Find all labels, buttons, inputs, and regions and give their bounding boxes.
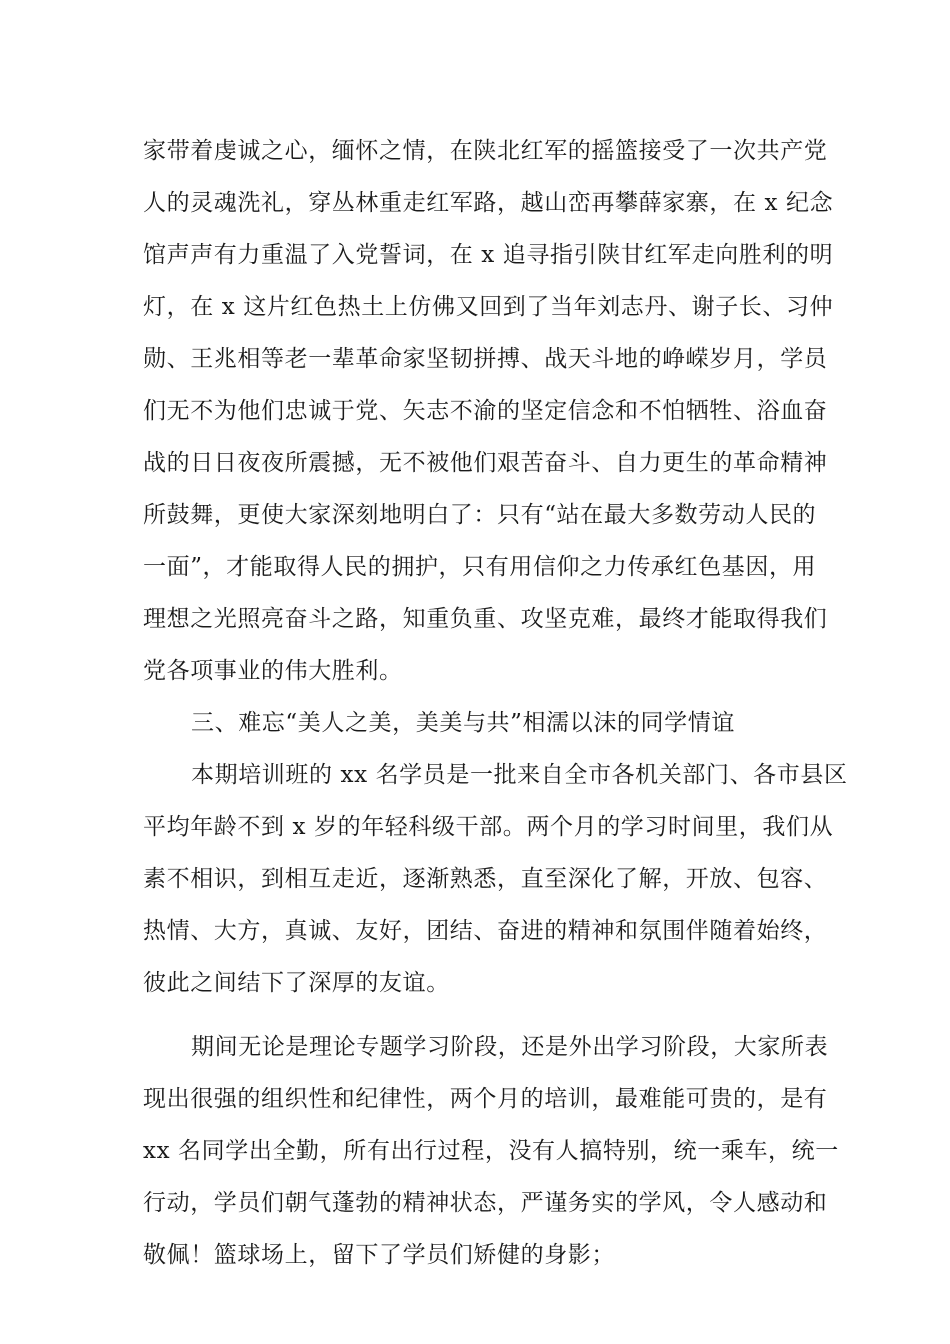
text-line: 党各项事业的伟大胜利。 — [143, 658, 403, 684]
text-line: 敬佩！篮球场上，留下了学员们矫健的身影； — [143, 1242, 615, 1268]
text-line: 现出很强的组织性和纪律性，两个月的培训，最难能可贵的，是有 — [143, 1086, 828, 1112]
text-line: xx 名同学出全勤，所有出行过程，没有人搞特别，统一乘车，统一 — [143, 1138, 839, 1164]
text-line: 热情、大方，真诚、友好，团结、奋进的精神和氛围伴随着始终， — [143, 918, 828, 944]
text-line: 一面”，才能取得人民的拥护，只有用信仰之力传承红色基因，用 — [143, 554, 817, 580]
text-line: 战的日日夜夜所震撼，无不被他们艰苦奋斗、自力更生的革命精神 — [143, 450, 828, 476]
text-line: 期间无论是理论专题学习阶段，还是外出学习阶段，大家所表 — [191, 1034, 829, 1060]
text-line: 所鼓舞，更使大家深刻地明白了：只有“站在最大多数劳动人民的 — [143, 502, 817, 528]
text-line: 素不相识，到相互走近，逐渐熟悉，直至深化了解，开放、包容、 — [143, 866, 828, 892]
text-line: 勋、王兆相等老一辈革命家坚韧拼搏、战天斗地的峥嵘岁月，学员 — [143, 346, 828, 372]
text-line: 平均年龄不到 x 岁的年轻科级干部。两个月的学习时间里，我们从 — [143, 814, 834, 840]
text-line: 馆声声有力重温了入党誓词，在 x 追寻指引陕甘红军走向胜利的明 — [143, 242, 834, 268]
text-line: 行动，学员们朝气蓬勃的精神状态，严谨务实的学风，令人感动和 — [143, 1190, 828, 1216]
text-line: 们无不为他们忠诚于党、矢志不渝的坚定信念和不怕牺牲、浴血奋 — [143, 398, 828, 424]
text-line: 彼此之间结下了深厚的友谊。 — [143, 970, 450, 996]
section-heading: 三、难忘“美人之美，美美与共”相濡以沫的同学情谊 — [191, 710, 735, 736]
text-line: 灯，在 x 这片红色热土上仿佛又回到了当年刘志丹、谢子长、习仲 — [143, 294, 834, 320]
text-line: 本期培训班的 xx 名学员是一批来自全市各机关部门、各市县区 — [191, 762, 848, 788]
text-line: 理想之光照亮奋斗之路，知重负重、攻坚克难，最终才能取得我们 — [143, 606, 828, 632]
text-line: 人的灵魂洗礼，穿丛林重走红军路，越山峦再攀薛家寨，在 x 纪念 — [143, 190, 834, 216]
text-line: 家带着虔诚之心，缅怀之情，在陕北红军的摇篮接受了一次共产党 — [143, 138, 828, 164]
